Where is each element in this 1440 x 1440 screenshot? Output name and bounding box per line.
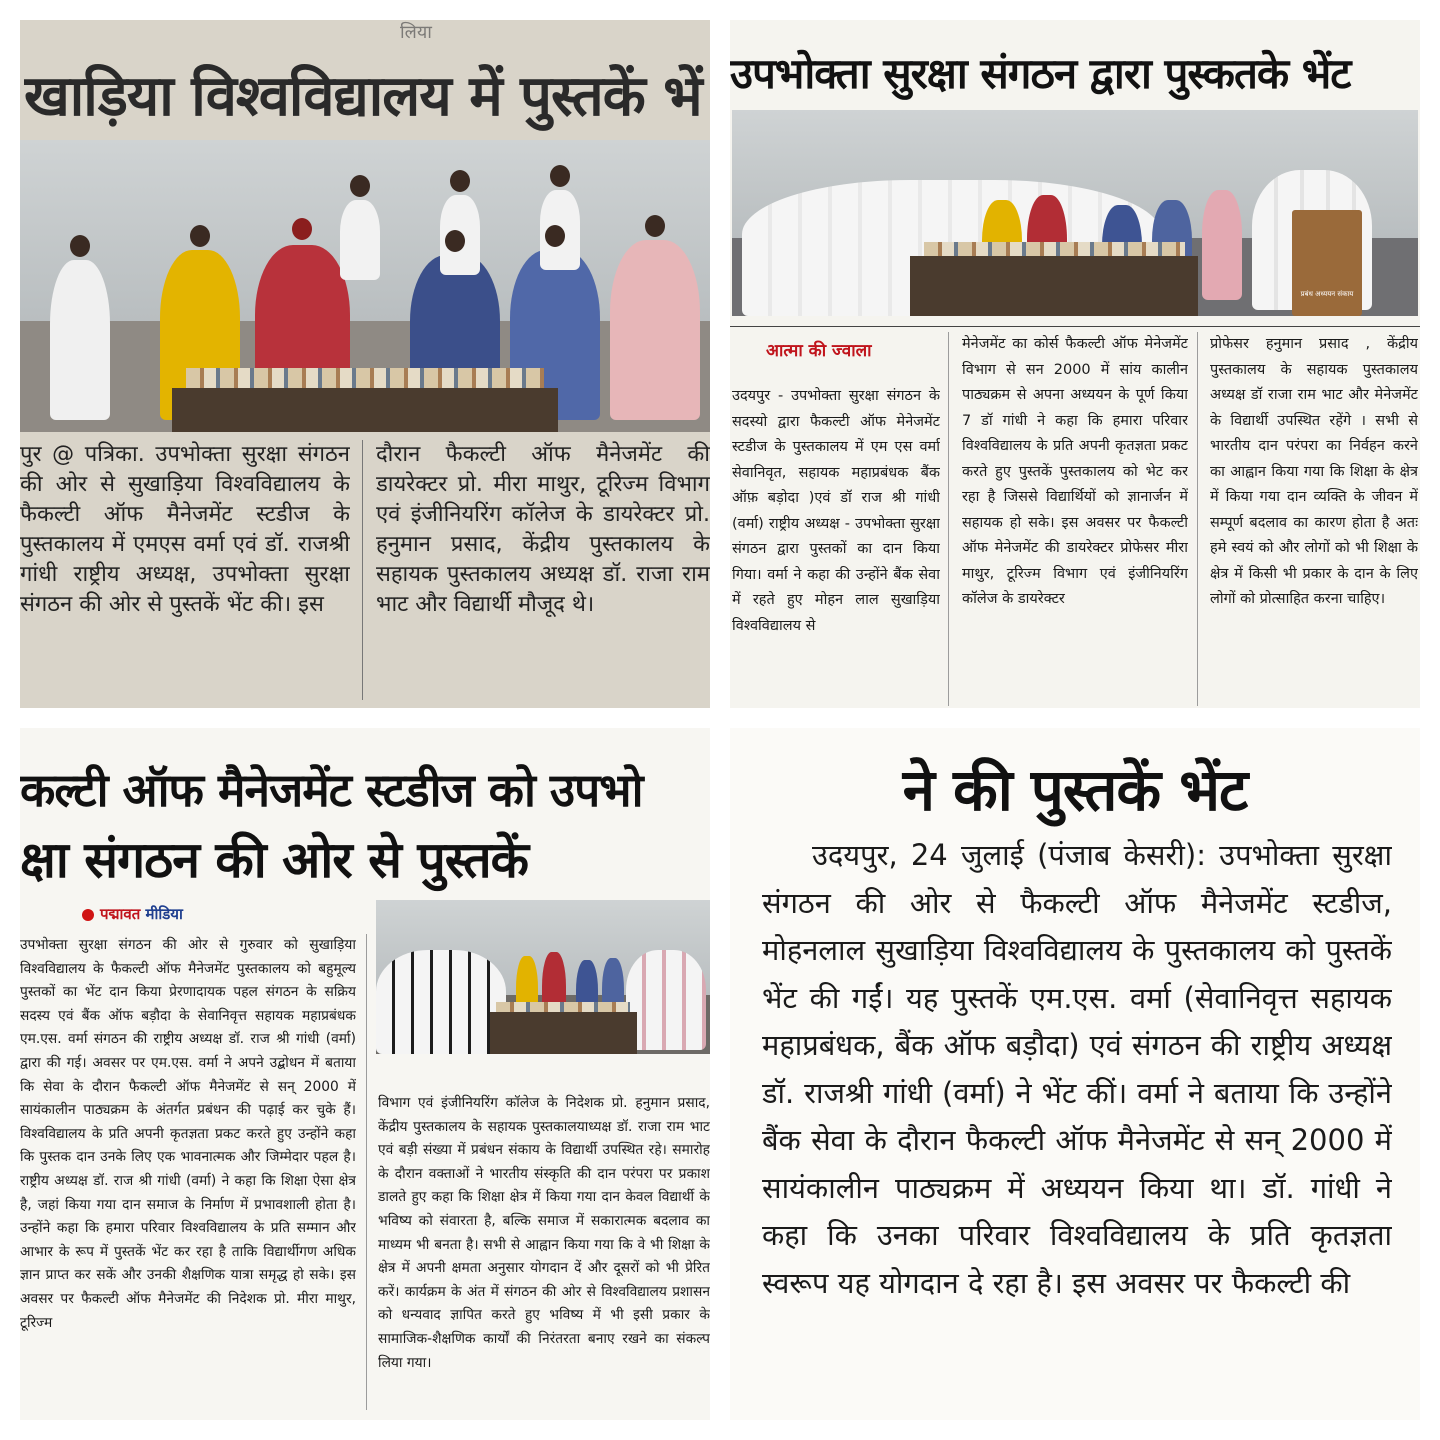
clip-headline: उपभोक्ता सुरक्षा संगठन द्वारा पुस्कतके भेंट bbox=[730, 49, 1351, 98]
clip-column-2: मेनेजमेंट का कोर्स फैकल्टी ऑफ मेनेजमेंट विभाग से सन 2000 में सांय कालीन पाठ्यक्रम से अपना अध्ययन के पूर्ण किया 7 डॉ गांधी ने कहा कि हमारा परिवार विश्वविद्यालय के प्रति अपनी कृतज्ञता प्रकट करते हुए पुस्तकें पुस्तकालय को भेट कर रहा है जिससे विद्यार्थियों को ज्ञानार्जन में सहायक हो सके। इस अवसर पर फैकल्टी ऑफ मेनेजमेंट की डायरेक्टर प्रोफेसर मीरा माथुर, टूरिज्म विभाग एवं इंजीनियरिंग कॉलेज के डायरेक्टर bbox=[962, 336, 1188, 607]
clip-headline-line-1: कल्टी ऑफ मैनेजमेंट स्टडीज को उपभो bbox=[20, 763, 643, 817]
clip-headline: ने की पुस्तकें भेंट bbox=[902, 756, 1248, 824]
clip-column-1: उदयपुर - उपभोक्ता सुरक्षा संगठन के सदस्यो द्वारा फैकल्टी ऑफ मेनेजमेंट स्टडीज के पुस्तकालय में एम एस वर्मा सेवानिवृत, सहायक महाप्रबंधक बैंक ऑफ़ बड़ोदा )एवं डॉ राज श्री गांधी (वर्मा) राष्ट्रीय अध्यक्ष - उपभोक्ता सुरक्षा संगठन द्वारा पुस्तकों का दान किया गिया। वर्मा ने कहा की उन्होंने बैंक सेवा में रहते हुए मोहन लाल सुखाड़िया विश्वविद्यालय से bbox=[732, 388, 940, 634]
clip-column-3: प्रोफेसर हनुमान प्रसाद , केंद्रीय पुस्तकालय के सहायक पुस्तकालय अध्यक्ष डॉ राजा राम भाट और मेनेजमेंट के विद्यार्थी उपस्थित रहेंगे । सभी से भारतीय दान परंपरा का निर्वहन करने का आह्वान किया गया कि शिक्षा के क्षेत्र में किया गया दान व्यक्ति के जीवन में सम्पूर्ण बदलाव का कारण होता है अतः हमे स्वयं को और लोगों को भी शिक्षा के क्षेत्र में किसी भी प्रकार के दान के लिए लोगों को प्रोत्साहित करना चाहिए। bbox=[1210, 336, 1418, 607]
clip-top-strip: लिया bbox=[400, 22, 432, 43]
clip-headline-line-2: क्षा संगठन की ओर से पुस्तकें bbox=[20, 831, 529, 889]
clip-body: उदयपुर, 24 जुलाई (पंजाब केसरी): उपभोक्ता सुरक्षा संगठन की ओर से फैकल्टी ऑफ मैनेजमेंट स्टडीज, मोहनलाल सुखाड़िया विश्वविद्यालय के पुस्तकालय को पुस्तकें भेंट की गईं। यह पुस्तकें एम.एस. वर्मा (सेवानिवृत्त सहायक महाप्रबंधक, बैंक ऑफ बड़ौदा) एवं संगठन की राष्ट्रीय अध्यक्ष डॉ. राजश्री गांधी (वर्मा) ने भेंट कीं। वर्मा ने बताया कि उन्होंने बैंक सेवा के दौरान फैकल्टी ऑफ मैनेजमेंट से सन् 2000 में सायंकालीन पाठ्यक्रम में अध्ययन किया था। डॉ. गांधी ने कहा कि उनका परिवार विश्वविद्यालय के प्रति कृतज्ञता स्वरूप यह योगदान दे रहा है। इस अवसर पर फैकल्टी की bbox=[762, 838, 1392, 1300]
news-clipping-atma-ki-jwala bbox=[730, 20, 1420, 708]
podium-label: प्रबंध अध्ययन संकाय bbox=[1300, 290, 1354, 298]
news-clipping-patrika bbox=[20, 20, 710, 708]
clip-column-1: उपभोक्ता सुरक्षा संगठन की ओर से गुरुवार को सुखाड़िया विश्वविद्यालय के फैकल्टी ऑफ मैनेजमेंट पुस्तकालय को बहुमूल्य पुस्तकों का भेंट दान किया प्रेरणादायक पहल संगठन के सक्रिय सदस्य एवं बैंक ऑफ बड़ौदा के सेवानिवृत्त सहायक महाप्रबंधक एम.एस. वर्मा संगठन की राष्ट्रीय अध्यक्ष डॉ. राज श्री गांधी (वर्मा) द्वारा की गई। अवसर पर एम.एस. वर्मा ने अपने उद्बोधन में बताया कि सेवा के दौरान फैकल्टी ऑफ मैनेजमेंट से सन् 2000 में सायंकालीन पाठ्यक्रम के अंतर्गत प्रबंधन की पढ़ाई कर चुके हैं। विश्वविद्यालय के प्रति अपनी कृतज्ञता प्रकट करते हुए उन्होंने कहा कि पुस्तक दान उनके लिए एक भावनात्मक और जिम्मेदार पहल है। राष्ट्रीय अध्यक्ष डॉ. राज श्री गांधी (वर्मा) ने कहा कि शिक्षा ऐसा क्षेत्र है, जहां किया गया दान समाज के निर्माण में प्रभावशाली होता है। उन्होंने कहा कि हमारा परिवार विश्वविद्यालय के प्रति सम्मान और आभार के रूप में पुस्तकें भेंट कर रहा है ताकि विद्यार्थीगण अधिक ज्ञान प्राप्त कर सकें और उनकी शैक्षणिक यात्रा समृद्ध हो सके। इस अवसर पर फैकल्टी ऑफ मैनेजमेंट की निदेशक प्रो. मीरा माथुर, टूरिज्म bbox=[20, 937, 356, 1331]
group-photo bbox=[20, 140, 710, 432]
clip-column-2: विभाग एवं इंजीनियरिंग कॉलेज के निदेशक प्रो. हनुमान प्रसाद, केंद्रीय पुस्तकालय के सहायक पुस्तकालयाध्यक्ष डॉ. राजा राम भाट एवं बड़ी संख्या में प्रबंधन संकाय के विद्यार्थी उपस्थित रहे। समारोह के दौरान वक्ताओं ने भारतीय संस्कृति की दान परंपरा पर प्रकाश डालते हुए कहा कि शिक्षा क्षेत्र में किया गया दान केवल विद्यार्थी के भविष्य को संवारता है, बल्कि समाज में सकारात्मक बदलाव का माध्यम भी बनता है। सभी से आह्वान किया गया कि वे भी शिक्षा के क्षेत्र में अपनी क्षमता अनुसार योगदान दें और दूसरों को भी प्रेरित करें। कार्यक्रम के अंत में संगठन की ओर से विश्वविद्यालय प्रशासन को धन्यवाद ज्ञापित करते हुए भविष्य में भी इसी प्रकार के सामाजिक-शैक्षणिक कार्यों की निरंतरता बनाए रखने का संकल्प लिया गया। bbox=[378, 1095, 710, 1371]
news-clipping-padmavat-media bbox=[20, 728, 710, 1420]
clip-column-2: दौरान फैकल्टी ऑफ मैनेजमेंट की डायरेक्टर प्रो. मीरा माथुर, टूरिज्म विभाग एवं इंजीनियरिंग कॉलेज के डायरेक्टर प्रो. हनुमान प्रसाद, केंद्रीय पुस्तकालय के सहायक पुस्तकालय अध्यक्ष डॉ. राजा राम भाट और विद्यार्थी मौजूद थे। bbox=[376, 442, 710, 617]
newspaper-name: पद्मावत मीडिया bbox=[82, 904, 183, 924]
newspaper-name: आत्मा की ज्वाला bbox=[766, 341, 872, 361]
red-dot-icon bbox=[82, 909, 94, 921]
news-clipping-punjab-kesari bbox=[730, 728, 1420, 1420]
group-photo bbox=[376, 900, 710, 1054]
clip-column-1: पुर @ पत्रिका. उपभोक्ता सुरक्षा संगठन की ओर से सुखाड़िया विश्वविद्यालय के फैकल्टी ऑफ मैनेजमेंट स्टडीज के पुस्तकालय में एमएस वर्मा एवं डॉ. राजश्री गांधी राष्ट्रीय अध्यक्ष, उपभोक्ता सुरक्षा संगठन की ओर से पुस्तकें भेंट की। इस bbox=[20, 442, 350, 617]
clip-headline: खाड़िया विश्वविद्यालय में पुस्तकें भें bbox=[24, 64, 702, 129]
group-photo bbox=[732, 110, 1418, 316]
